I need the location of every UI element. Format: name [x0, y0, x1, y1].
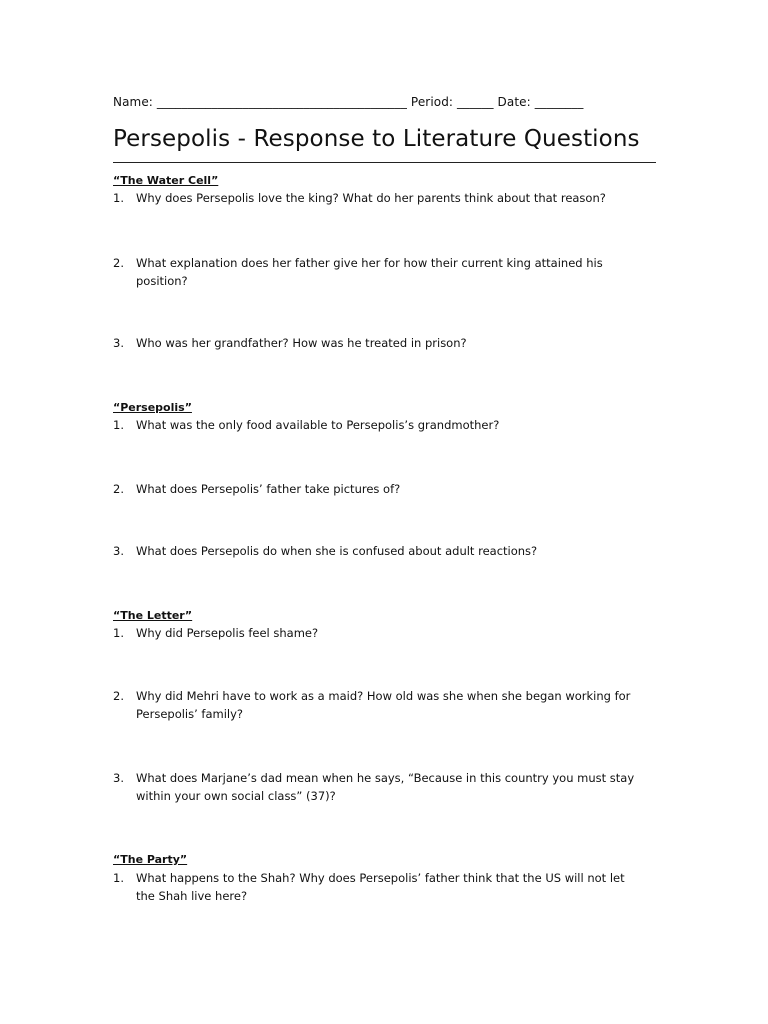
section-heading-party: “The Party” [113, 853, 188, 866]
question-text: What explanation does her father give her for how their current king attained his position? [136, 256, 603, 288]
question-number: 1. [113, 871, 124, 885]
question-number: 2. [113, 256, 124, 270]
question-text: What was the only food available to Persepolis’s grandmother? [136, 418, 500, 432]
question-number: 3. [113, 336, 124, 350]
question-item [113, 870, 653, 905]
question-item [113, 543, 653, 561]
question-item [113, 770, 653, 805]
question-text: What does Persepolis’ father take pictures of? [136, 482, 401, 496]
question-number: 2. [113, 689, 124, 703]
question-item [113, 688, 653, 723]
section-heading-water-cell: “The Water Cell” [113, 174, 219, 187]
question-text: What does Persepolis do when she is confused about adult reactions? [136, 544, 538, 558]
question-item [113, 335, 653, 353]
period-blank: ______ [457, 95, 494, 109]
question-item [113, 625, 653, 643]
student-info-line [113, 95, 584, 109]
question-number: 3. [113, 544, 124, 558]
question-number: 1. [113, 191, 124, 205]
question-text: Who was her grandfather? How was he treated in prison? [136, 336, 467, 350]
period-label: Period: [410, 95, 454, 109]
question-number: 2. [113, 482, 124, 496]
question-text: Why did Persepolis feel shame? [136, 626, 319, 640]
page-title: Persepolis - Response to Literature Questions [113, 126, 640, 152]
question-text: Why does Persepolis love the king? What do her parents think about that reason? [136, 191, 606, 205]
section-heading-persepolis: “Persepolis” [113, 401, 192, 414]
date-label: Date: [497, 95, 531, 109]
name-label: Name: [113, 95, 153, 109]
question-text: What happens to the Shah? Why does Persepolis’ father think that the US will not let the Shah live here? [136, 871, 625, 903]
question-item [113, 481, 653, 499]
title-underline [113, 162, 656, 163]
question-number: 3. [113, 771, 124, 785]
question-item [113, 417, 653, 435]
question-number: 1. [113, 626, 124, 640]
question-text: What does Marjane’s dad mean when he says, “Because in this country you must stay within your own social class” (37)? [136, 771, 635, 803]
question-text: Why did Mehri have to work as a maid? How old was she when she began working for Persepolis’ family? [136, 689, 631, 721]
date-blank: ________ [534, 95, 584, 109]
name-blank: _________________________________________ [156, 95, 407, 109]
section-heading-letter: “The Letter” [113, 609, 193, 622]
question-item [113, 190, 653, 208]
question-item [113, 255, 653, 290]
question-number: 1. [113, 418, 124, 432]
